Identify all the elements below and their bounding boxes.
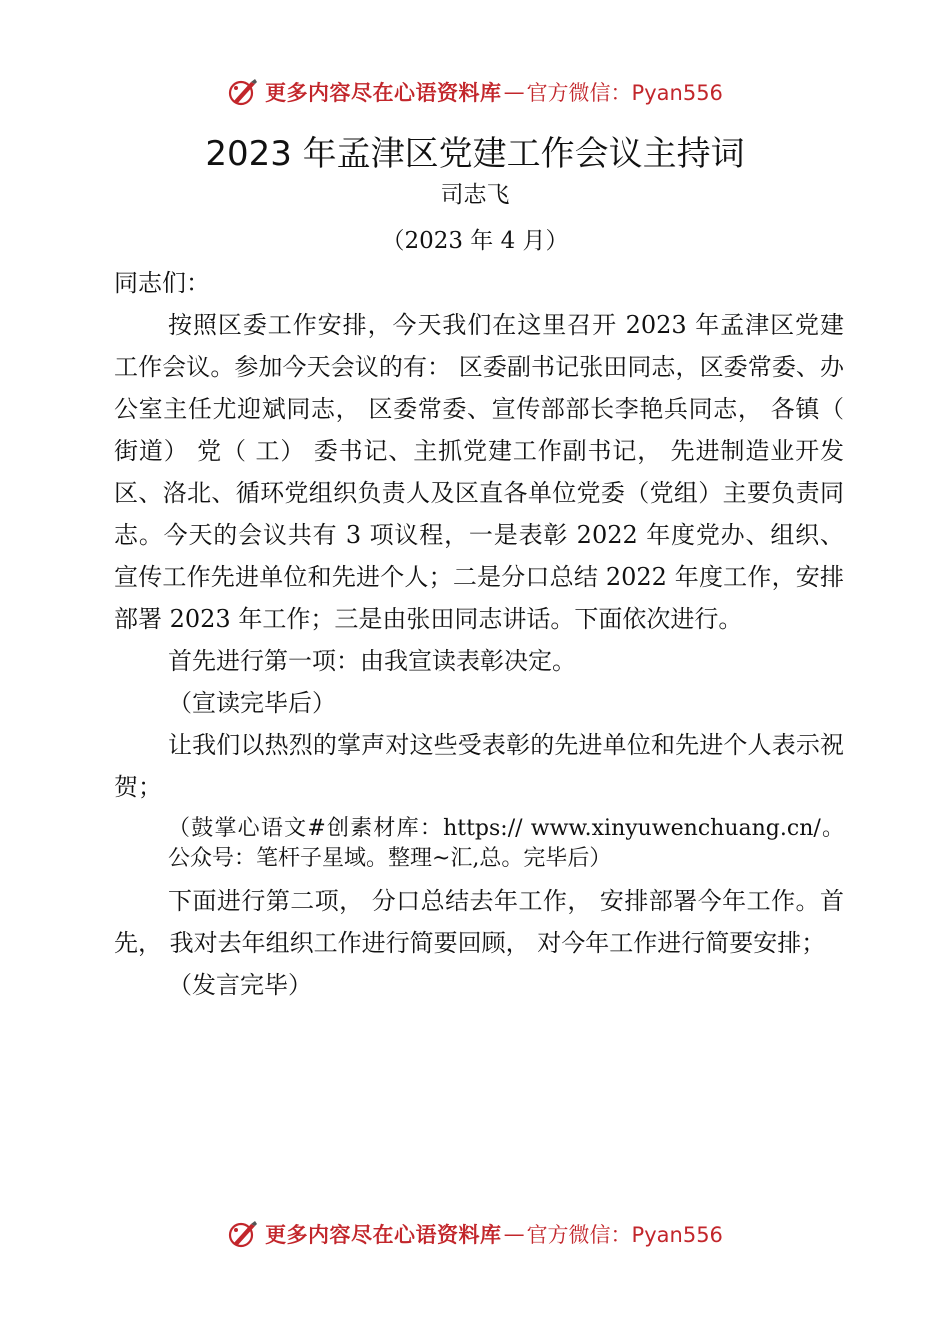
greeting: 同志们： <box>114 269 210 297</box>
paragraph: 下面进行第二项， 分口总结去年工作， 安排部署今年工作。首先， 我对去年组织工作进行简要回顾， 对今年工作进行简要安排； <box>114 887 844 957</box>
author: 司志飞 <box>440 182 510 208</box>
document-date: （2023 年 4 月） <box>381 228 569 254</box>
paragraph: 让我们以热烈的掌声对这些受表彰的先进单位和先进个人表示祝贺； <box>114 731 844 801</box>
banner-separator: — <box>503 1222 525 1246</box>
footer-banner <box>0 1214 950 1254</box>
stage-note: （发言完毕） <box>168 971 312 999</box>
paragraph: 首先进行第一项：由我宣读表彰决定。 <box>168 647 576 675</box>
pen-logo-icon <box>227 1218 259 1250</box>
document-body <box>114 262 844 1006</box>
document-title: 2023 年孟津区党建工作会议主持词 <box>205 134 745 174</box>
banner-wechat: 官方微信：Pyan556 <box>526 1223 723 1247</box>
pen-logo-icon <box>227 76 259 108</box>
banner-text: 更多内容尽在心语资料库 <box>265 1223 502 1247</box>
header-banner <box>0 72 950 112</box>
banner-wechat: 官方微信：Pyan556 <box>526 81 723 105</box>
stage-note-source: （鼓掌心语文#创素材库：https:// www.xinyuwenchuang.cn/。公众号：笔杆子星域。整理~汇,总。完毕后） <box>168 816 844 871</box>
stage-note: （宣读完毕后） <box>168 689 336 717</box>
banner-separator: — <box>503 80 525 104</box>
banner-text: 更多内容尽在心语资料库 <box>265 81 502 105</box>
paragraph: 按照区委工作安排，今天我们在这里召开 2023 年孟津区党建工作会议。参加今天会议的有： 区委副书记张田同志，区委常委、办公室主任尤迎斌同志， 区委常委、宣传部部长李艳兵同志， 各镇（ 街道） 党（ 工） 委书记、主抓党建工作副书记， 先进制造业开发区、洛北、循环党组织负责人及区直各单位党委（党组）主要负责同志。今天的会议共有 3 项议程，一是表彰 2022 年度党办、组织、宣传工作先进单位和先进个人；二是分口总结 2022 年度工作，安排部署 2023 年工作；三是由张田同志讲话。下面依次进行。 <box>114 311 844 633</box>
